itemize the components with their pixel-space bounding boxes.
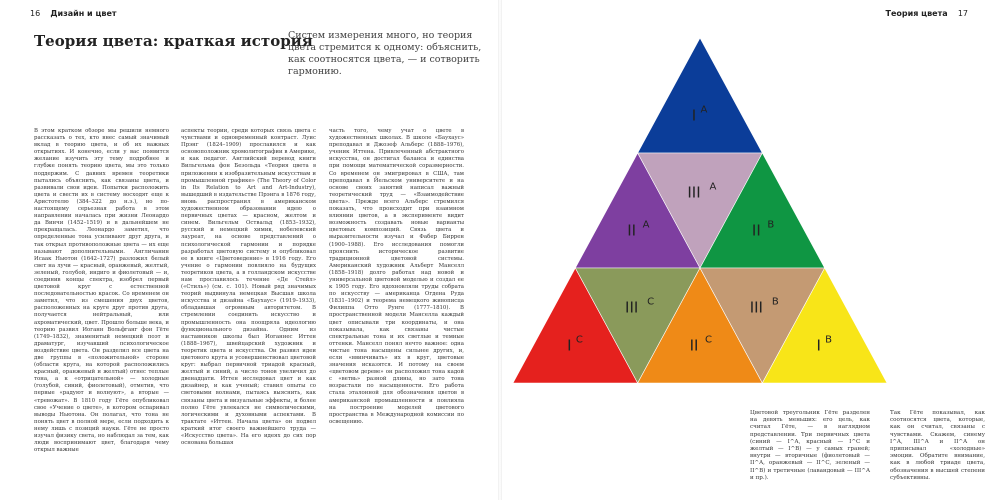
triangle-cell-superscript: A <box>709 181 717 193</box>
triangle-cell-label: II <box>751 221 761 240</box>
lead-paragraph: Систем измерения много, но теория цвета стремится к одному: объяснить, как соотносятся цвета, — и сотворить гармонию. <box>288 30 482 77</box>
body-column-1: В этом кратком обзоре мы решили немного рассказать о тех, кто внес самый значимый вклад в теорию цвета, и об их важных открытиях. И конечно, если у вас появится желание изучить эту тему подробнее и глубже понять теорию цвета, мы это только поддержим. С давних времен теоретики пытались объяснить, как связаны цвета, и развивали свои идеи. Попытки расположить цвета и свести их в систему восходят еще к Аристотелю (384–322 до н.э.), но по-настоящему серьезная работа в этом направлении началась при жизни Леонардо да Винчи (1452–1519) и в дальнейшем не прекращалась. Леонардо заметил, что определенные тона усиливают друг друга, и так открыл противоположные цвета — их еще называют дополнительными. Англичанин Исаак Ньютон (1642–1727) разложил белый свет на лучи — красный, оранжевый, желтый, зеленый, голубой, индиго и фиолетовый — и, соединив концы спектра, изобрел первый цветовой круг с естественной последовательностью красок. Со временем он заметил, что из смешения двух цветов, расположенных на круге друг против друга, получается нейтральный, или ахроматический, цвет. Прошло больше века, и теорию развил Иоганн Вольфганг фон Гёте (1749–1832), знаменитый немецкий поэт и драматург, изучавший психологическое воздействие цвета. Он разделил все цвета на две группы в «положительной» стороне (области круга, на которой расположились красный, оранжевый и желтый) отнес теплые тона, а к «отрицательной» — холодные (голубой, синий, фиолетовый), отметив, что первые «радуют и волнуют», а вторые — «тревожат». В 1810 году Гёте опубликовал свое «Учение о цвете», в котором оспаривал выводы Ньютона. Он полагал, что тона не понять цвет в полной мере, если подходить к нему лишь с позиций науки. Гёте не просто изучал физику света, но наблюдал за тем, как люди воспринимают цвет, благодаря чему открыл важные <box>34 128 169 454</box>
running-head-title-right: Теория цвета <box>885 9 948 18</box>
body-column-2: аспекты теории, среди которых связь цвета с чувствами и одновременный контраст. Луис Прэнг (1824–1909) прославился и как основоположник хромолитографии в Америке, и как педагог. Английский перевод книги Вильгельма фон Безольда «Теория цвета в приложении к изобразительным искусствам и промышленной графике» (The Theory of Color in Its Relation to Art and Art-Industry), вышедший в издательстве Прэнга в 1876 году, вновь распространил в американском художественном образовании идею о первичных цветах — красном, желтом и синем. Вильгельм Оствальд (1853–1932), русский и немецкий химик, нобелевский лауреат, на основе представлений о психологической гармонии и порядке разработал цветовую систему и опубликовал ее в книге «Цветоведение» в 1916 году. Его учение о гармонии повлияло на будущих теоретиков цвета, а в голландском искусстве нам прославилось течение «Де Стейл» («Стиль») (см. с. 101). Новый ряд значимых теорий выдвинула немецкая Высшая школа искусства и дизайна «Баухаус» (1919–1933), обладавшая огромным авторитетом. В стремлении соединить искусство и промышленность она поощряла идеологию функционального дизайна. Одним из наставников школы был Иоганнес Иттен (1888–1967), швейцарский художник и теоретик цвета и искусства. Он развил идеи цветового круга и усовершенствовал цветовой круг: выбрал первичной триадой красный, желтый и синий, а число тонов увеличил до двенадцати. Иттен исследовал цвет и как дизайнер, и как ученый; ставил опыты со световыми волнами, пытаясь выяснить, как связаны цвета и визуальные эффекты, и более полно Гёте увлекался не символическими, логическими и духовными аспектами. В трактате «Иттен. Начала цвета» он подвел краткий итог своего важнейшего труда — «Искусство цвета». На его идеях до сих пор основана большая <box>181 128 316 447</box>
triangle-cell-label: II <box>689 336 699 355</box>
triangle-cell-superscript: C <box>575 334 583 346</box>
triangle-cell-label: II <box>627 221 637 240</box>
page-title: Теория цвета: краткая история <box>34 32 313 50</box>
body-column-3: часть того, чему учат о цвете в художественных школах. В школе «Баухаус» преподавал и Джозеф Альберс (1888–1976), ученик Иттена. Привлеченный абстрактного искусства, он достигал баланса и единства при помощи математической соразмерности. Со временем он эмигрировал в США, там преподавал в Йельском университете и на основе своих занятий написал важный теоретический труд — «Взаимодействие цвета». Прежде всего Альберс стремился показать, что происходит при взаимном влиянии цветов, а в эксперименте видит возможность создавать новые варианты цветовых композиций. Связь цвета и выразительности изучал и Фабер Биррен (1900–1988). Его исследования помогли прояснить историческое развитие традиционной цветовой системы. Американский художник Альберт Манселл (1858–1918) долго работал над новой и универсальной цветовой моделью и создал ее к 1905 году. Его вдохновляли труды собрата по искусству — американца Огдена Руда (1831–1902) и теорема немецкого живописца Филиппа Отто Рунге (1777–1810). В пространственной модели Манселла каждый цвет описывали три координаты, и она показывала, как связаны чистые спектральные тона и их светлые и темные оттенки. Манселл понял нечто важное: одна чистые тона насыщены сильнее других, и, если «ввинчивать» их в круг, цветовые значения исказятся. И потому на своем «цветовом дереве» он расположил тона кадой с «ветвь» разной длины, но зато тона возрастали по насыщенности. Его работа стала эталонной для обозначения цветов в американской промышленности и повлияла на построение моделей цветового пространства в Международной комиссии по освещению. <box>329 128 464 425</box>
right-page <box>500 0 1000 500</box>
figure-caption-1: Цветовой треугольник Гёте разделен на девять меньших: его цель, как считал Гёте, — в наглядном представлении. Три первичных цвета (синий — I^A, красный — I^C и желтый — I^B) — у самых граней; внутри — вторичные (фиолетовый — II^A, оранжевый — II^C, зеленый — II^B) и третичные (лавандовый — III^A и пр.). <box>750 410 870 481</box>
triangle-cell-superscript: A <box>642 219 650 231</box>
triangle-cell-label: I <box>691 106 697 125</box>
triangle-cell-superscript: A <box>700 104 708 116</box>
triangle-cell-label: III <box>687 183 701 202</box>
triangle-cell-label: I <box>567 336 572 355</box>
page-number-left: 16 <box>30 9 41 18</box>
triangle-cell-superscript: B <box>825 334 833 346</box>
triangle-cell-i-a <box>638 38 763 153</box>
triangle-cell-label: III <box>625 298 639 317</box>
triangle-cell-superscript: C <box>705 334 712 346</box>
running-head-left <box>30 9 117 18</box>
triangle-cell-label: I <box>816 336 821 355</box>
triangle-cell-label: III <box>749 298 763 317</box>
triangle-cell-superscript: B <box>771 296 779 308</box>
page-number-right: 17 <box>957 9 968 18</box>
running-head-title-left: Дизайн и цвет <box>50 9 117 18</box>
figure-caption-2: Так Гёте показывал, как соотносятся цвета, которые, как он считал, связаны с чувствами. Скажем, синему I^A, III^A и II^A он приписывал «холодные» эмоции. Обратите внимание, как в любой триаде цвета, обозначения в высшей степени субъективны. <box>890 410 985 481</box>
triangle-cell-superscript: C <box>647 296 655 308</box>
triangle-cell-superscript: B <box>767 219 775 231</box>
